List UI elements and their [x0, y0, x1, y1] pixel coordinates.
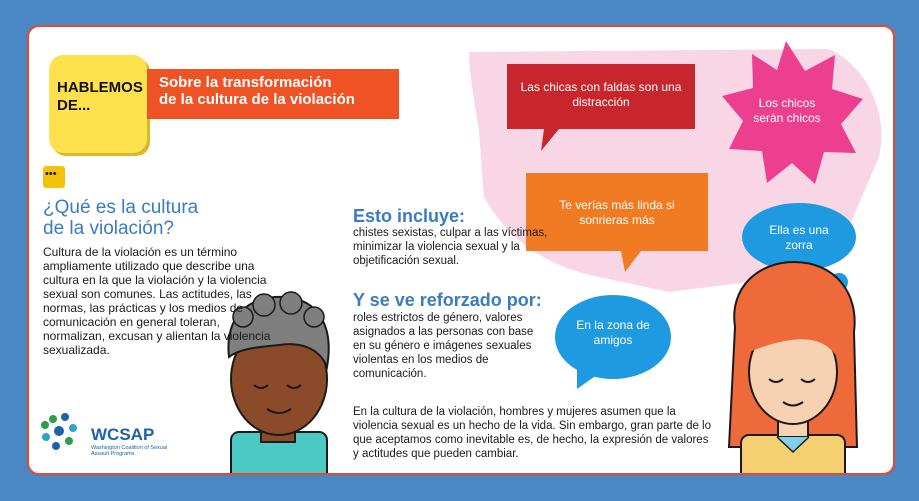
bubble-faldas-text: Las chicas con faldas son una distracción — [520, 80, 682, 109]
wcsap-logo-mark — [41, 413, 77, 450]
bubble-chicos-text: Los chicos serán chicos — [753, 96, 821, 125]
infographic-card — [27, 25, 895, 475]
reinforced-heading: Y se ve reforzado por: — [353, 290, 542, 310]
includes-heading: Esto incluye: — [353, 206, 466, 226]
conclusion-body: En la cultura de la violación, hombres y mujeres asumen que la violencia sexual es un hecho de la vida. Sin embargo, gran parte de lo que aceptamos como inevitable es, de hecho, la expresión de valores y actitudes que pueden cambiar. — [353, 406, 712, 460]
question-heading — [43, 197, 243, 239]
includes-body: chistes sexistas, culpar a las víctimas, minimizar la violencia sexual y la objetificación sexual. — [353, 227, 548, 267]
bubble-zorra-text: Ella es una zorra — [769, 223, 829, 252]
banner-line-1: Sobre la transformación — [159, 74, 332, 91]
banner-line-2: de la cultura de la violación — [159, 91, 355, 108]
question-line-1: ¿Qué es la cultura — [43, 197, 199, 218]
bubble-amigos-text: En la zona de amigos — [576, 318, 650, 347]
banner-title — [159, 74, 399, 108]
girl-character — [729, 262, 857, 473]
logo-subtitle: Washington Coalition of Sexual Assault Programs — [91, 445, 168, 457]
intro-body: Cultura de la violación es un término ampliamente utilizado que describe una cultura en la que la violación y la violencia sexual son comunes. Las actitudes, las normas, las prácticas y los medios de comunicación en general toleran, normalizan, excusan y alientan la violencia sexualizada. — [43, 245, 271, 357]
question-line-2: de la violación? — [43, 218, 174, 239]
bubble-sonrieras-text: Te verías más linda si sonrieras más — [559, 198, 675, 227]
reinforced-body: roles estrictos de género, valores asignados a las personas con base en su género e imágenes sexuales violentas en los medios de comunicación. — [353, 312, 534, 380]
hablemos-label: HABLEMOS DE... — [57, 79, 143, 114]
logo-name: WCSAP — [91, 425, 155, 444]
ellipsis-icon — [43, 166, 65, 188]
